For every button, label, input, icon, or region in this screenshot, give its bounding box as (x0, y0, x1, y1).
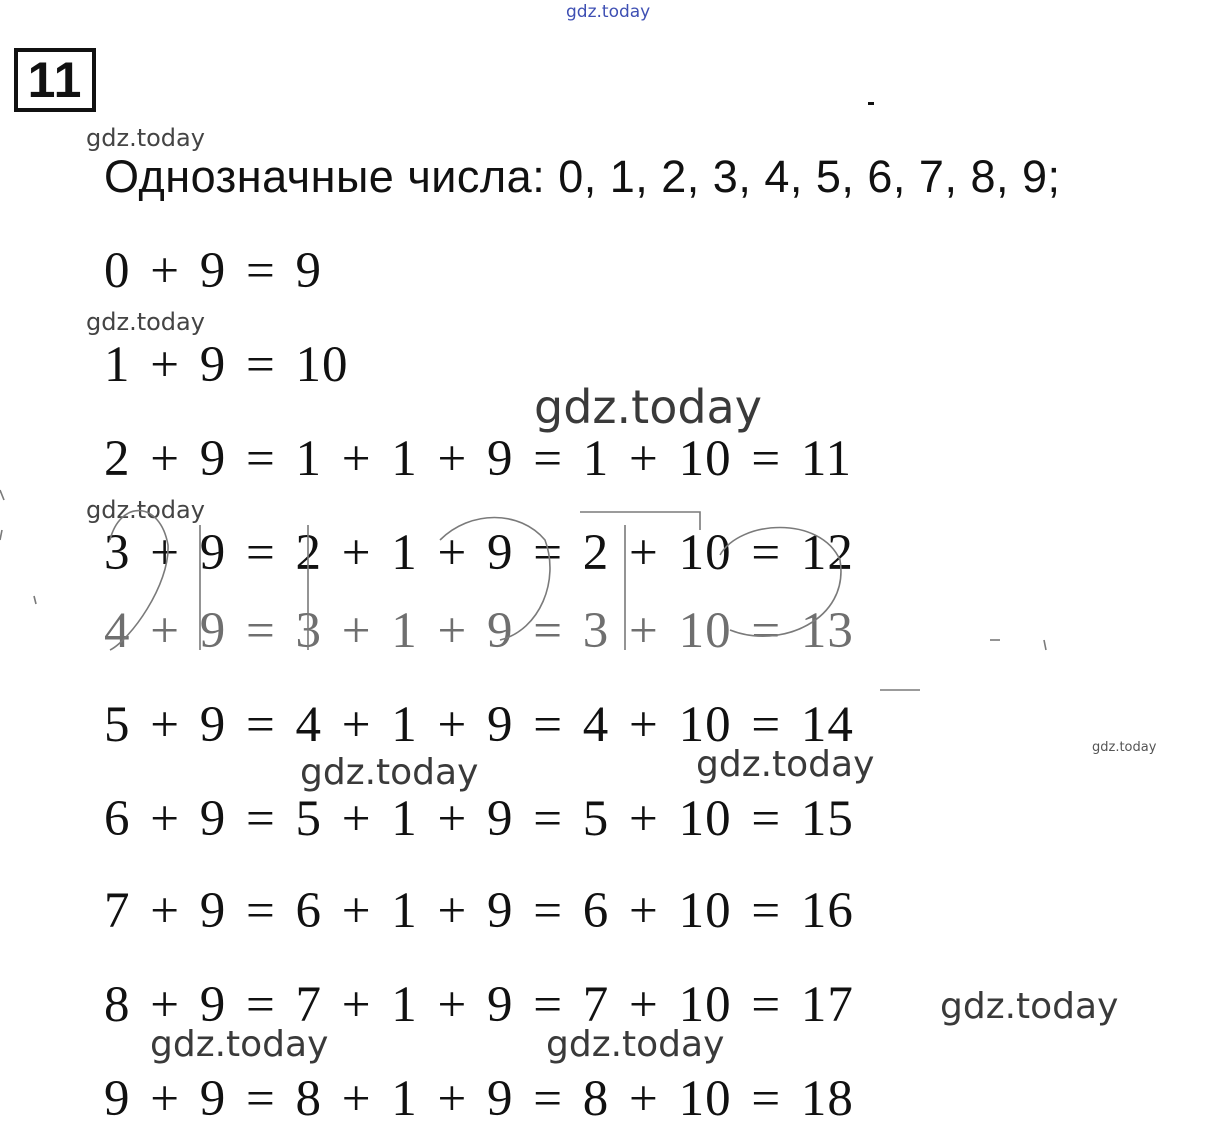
equation-line-8: 8 + 9 = 7 + 1 + 9 = 7 + 10 = 17 (104, 977, 854, 1033)
task-number-box: 11 (14, 48, 96, 112)
watermark: gdz.today (940, 986, 1119, 1027)
equation-line-3: 3 + 9 = 2 + 1 + 9 = 2 + 10 = 12 (104, 525, 854, 581)
watermark: gdz.today (696, 744, 875, 785)
watermark: gdz.today (1092, 740, 1157, 755)
equation-line-4: 4 + 9 = 3 + 1 + 9 = 3 + 10 = 13 (104, 603, 854, 659)
watermark: gdz.today (546, 1024, 725, 1065)
stray-mark (868, 102, 874, 105)
equation-line-7: 7 + 9 = 6 + 1 + 9 = 6 + 10 = 16 (104, 883, 854, 939)
equation-line-5: 5 + 9 = 4 + 1 + 9 = 4 + 10 = 14 (104, 697, 854, 753)
watermark: gdz.today (300, 752, 479, 793)
equation-line-6: 6 + 9 = 5 + 1 + 9 = 5 + 10 = 15 (104, 791, 854, 847)
watermark: gdz.today (86, 124, 205, 152)
equation-line-2: 2 + 9 = 1 + 1 + 9 = 1 + 10 = 11 (104, 431, 852, 487)
watermark: gdz.today (86, 496, 205, 524)
watermark: gdz.today (534, 380, 762, 434)
watermark: gdz.today (150, 1024, 329, 1065)
equation-line-0: 0 + 9 = 9 (104, 243, 323, 299)
equation-line-9: 9 + 9 = 8 + 1 + 9 = 8 + 10 = 18 (104, 1071, 854, 1127)
single-digit-numbers-heading: Однозначные числа: 0, 1, 2, 3, 4, 5, 6, 7, 8, 9; (104, 151, 1061, 202)
watermark: gdz.today (86, 308, 205, 336)
watermark-top: gdz.today (566, 2, 651, 22)
equation-line-1: 1 + 9 = 10 (104, 337, 349, 393)
